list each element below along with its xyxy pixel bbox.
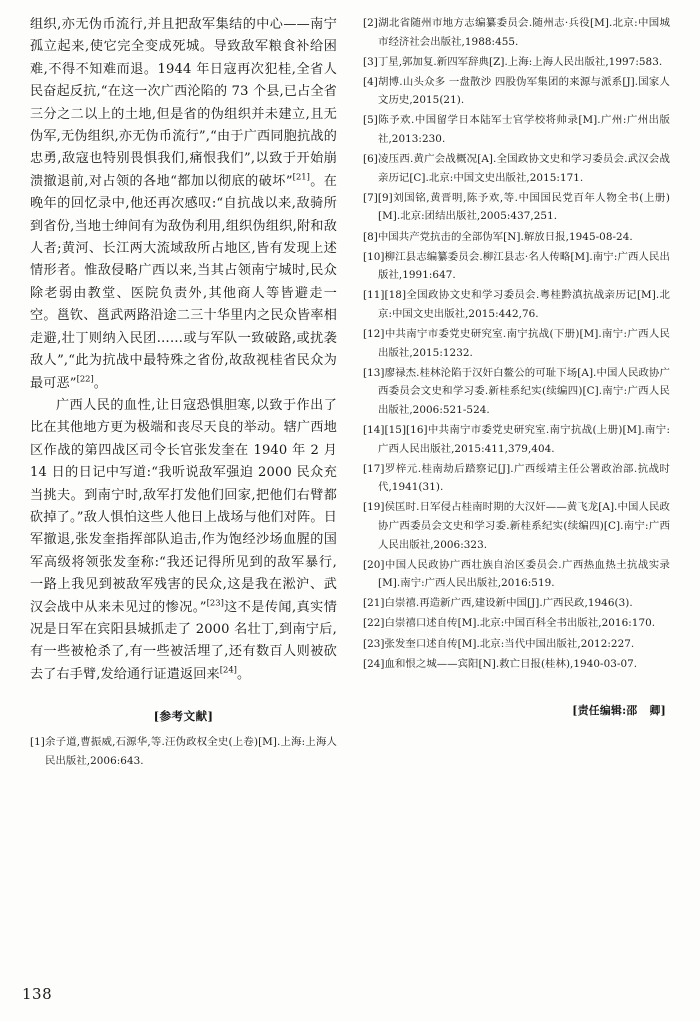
reference-item: [6]凌压西.黄广会战概况[A].全国政协文史和学习委员会.武汉会战亲历记[C].北京:中国文史出版社,2015:171. (363, 153, 670, 184)
editor-credit-prefix: [责任编辑:邵 (572, 704, 638, 718)
right-column (363, 14, 670, 718)
reference-item: [5]陈予欢.中国留学日本陆军士官学校将帅录[M].广州:广州出版社,2013:230. (363, 114, 670, 146)
paragraph-text-tail2: 。 (93, 375, 108, 391)
editor-credit-suffix: 卿] (649, 704, 666, 718)
footnote-marker: [24] (219, 664, 237, 675)
footnote-marker: [23] (206, 597, 224, 608)
references-list-right (363, 14, 670, 673)
reference-item: [21]白崇禧.再造新广西,建设新中国[J].广西民政,1946(3). (363, 597, 633, 610)
reference-item: [10]柳江县志编纂委员会.柳江县志·名人传略[M].南宁:广西人民出版社,1991:647. (363, 250, 670, 282)
references-heading: [参考文献] (153, 709, 214, 724)
page-number: 138 (22, 985, 53, 1003)
reference-item: [24]血和恨之城——宾阳[N].救亡日报(桂林),1940-03-07. (363, 657, 638, 670)
reference-item: [2]湖北省随州市地方志编纂委员会.随州志·兵役[M].北京:中国城市经济社会出版社,1988:455. (363, 17, 670, 48)
paragraph-text: 广西人民的血性,让日寇恐惧胆寒,以致于作出了比在其他地方更为极端和丧尽天良的举动。辖广西地区作战的第四战区司令长官张发奎在 1940 年 2 月 14 日的日记中写道:“我听说敌军强迫 2000 民众充当挑夫。到南宁时,敌军打发他们回家,把他们右臂都砍掉了。”敌人惧怕这些人他日上战场与他们对阵。日军撤退,张发奎指挥部队追击,作为饱经沙场血腥的国军高级将领张发奎称:“我还记得所见到的敌军暴行,一路上我见到被敌军残害的民众,这是我在淞沪、武汉会战中从来未见过的惨况。” (30, 397, 337, 615)
reference-item: [17]罗梓元.桂南劫后踏察记[J].广西绥靖主任公署政治部.抗战时代,1941(31). (363, 462, 670, 494)
reference-item: [22]白崇禧口述自传[M].北京:中国百科全书出版社,2016:170. (363, 617, 656, 630)
paragraph-text-tail: 这不是传闻,真实情况是日军在宾阳县城抓走了 2000 名壮丁,到南宁后,有一些被枪杀了,有一些被活埋了,还有数百人则被砍去了右手臂,发给通行证遣返回来 (30, 599, 337, 682)
body-paragraph (30, 14, 337, 395)
reference-item: [11][18]全国政协文史和学习委员会.粤桂黔滇抗战亲历记[M].北京:中国文史出版社,2015:442,76. (363, 289, 670, 320)
reference-item: [4]胡博.山头众多 一盘散沙 四股伪军集团的来源与派系[J].国家人文历史,2015(21). (363, 75, 670, 107)
left-column (30, 14, 337, 772)
two-column-layout (30, 14, 670, 772)
reference-item: [14][15][16]中共南宁市委党史研究室.南宁抗战(上册)[M].南宁:广西人民出版社,2015:411,379,404. (363, 423, 670, 455)
reference-item: [3]丁星,郭加复.新四军辞典[Z].上海:上海人民出版社,1997:583. (363, 55, 663, 68)
editor-credit (363, 703, 670, 718)
reference-item: [7][9]刘国铭,黄晋明,陈予欢,等.中国国民党百年人物全书(上册)[M].北京:团结出版社,2005:437,251. (363, 191, 670, 223)
paragraph-text-tail2: 。 (236, 666, 251, 682)
reference-item: [19]侯匡时.日军侵占桂南时期的大汉奸——黄飞龙[A].中国人民政协广西委员会文史和学习委.新桂系纪实(续编四)[C].南宁:广西人民出版社,2006:323. (363, 501, 670, 551)
paragraph-text: 组织,亦无伪币流行,并且把敌军集结的中心——南宁孤立起来,使它完全变成死城。导致敌军粮食补给困难,不得不知难而退。1944 年日寇再次犯桂,全省人民奋起反抗,“在这一次广西沦陷的 73 个县,已占全省三分之二以上的土地,但是省的伪组织并未建立,且无伪军,无伪组织,亦无伪币流行”,“由于广西同胞抗战的忠勇,敌寇也特别畏惧我们,痛恨我们”,以致于开始崩溃撤退前,对占领的各地“都加以彻底的破坏” (30, 17, 337, 189)
reference-item: [13]廖禄杰.桂林沦陷于汉奸白鳌公的可耻下场[A].中国人民政协广西委员会文史和学习委.新桂系纪实(续编四)[C].南宁:广西人民出版社,2006:521-524. (363, 366, 670, 416)
paragraph-text-tail: 。在晚年的回忆录中,他还再次感叹:“自抗战以来,敌骑所到省份,当地士绅间有为敌伪利用,组织伪组织,附和敌人者;黄河、长江两大流域敌所占地区,皆有发现上述情形者。惟敌侵略广西以来,当其占领南宁城时,民众除老弱由教堂、医院负责外,其他商人等皆避走一空。邕钦、邕武两路沿途二三十华里内之民众皆率相走避,壮丁则纳入民团……或与军队一致破路,或扰袭敌人”,“此为抗战中最特殊之省份,故敌视桂省民众为最可恶” (30, 173, 337, 391)
reference-item: [8]中国共产党抗击的全部伪军[N].解放日报,1945-08-24. (363, 230, 633, 243)
references-list-left (30, 733, 337, 770)
reference-item: [1]余子道,曹振威,石源华,等.汪伪政权全史(上卷)[M].上海:上海人民出版社,2006:643. (30, 736, 337, 767)
reference-item: [12]中共南宁市委党史研究室.南宁抗战(下册)[M].南宁:广西人民出版社,2015:1232. (363, 328, 670, 359)
footnote-marker: [21] (292, 171, 310, 182)
footnote-marker: [22] (76, 373, 94, 384)
reference-item: [23]张发奎口述自传[M].北京:当代中国出版社,2012:227. (363, 637, 635, 650)
body-paragraph (30, 395, 337, 686)
reference-item: [20]中国人民政协广西壮族自治区委员会.广西热血热土抗战实录[M].南宁:广西人民出版社,2016:519. (363, 558, 670, 590)
